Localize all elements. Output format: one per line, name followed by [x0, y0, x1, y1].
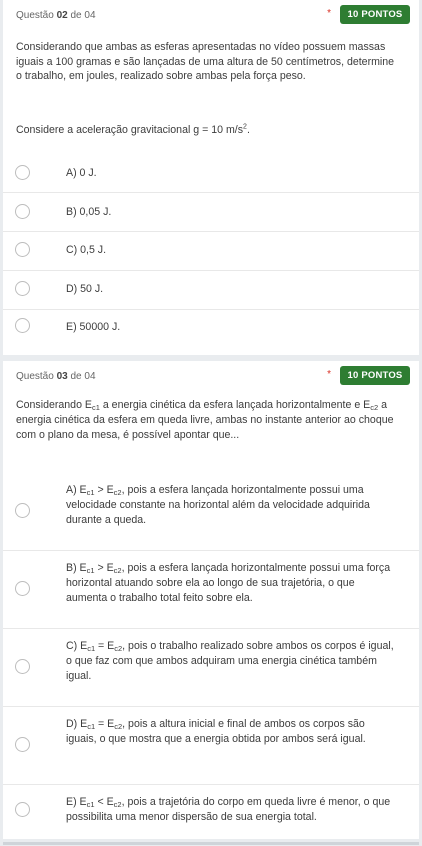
radio-button[interactable] [15, 204, 30, 219]
question-header [3, 0, 419, 28]
option-d[interactable] [3, 707, 419, 785]
option-a[interactable] [3, 153, 419, 193]
option-c[interactable] [3, 232, 419, 271]
option-label: E) 50000 J. [66, 321, 121, 333]
page-bottom-divider [3, 842, 419, 845]
option-operator: > E [94, 562, 114, 574]
option-b[interactable] [3, 193, 419, 232]
option-subscript: c1 [86, 488, 95, 497]
option-prefix: B) E [66, 562, 87, 574]
option-label [66, 717, 398, 747]
radio-button[interactable] [15, 165, 30, 180]
option-operator: = E [95, 640, 115, 652]
statement-part: a energia cinética da esfera lançada horizontalmente e E [99, 399, 371, 411]
option-subscript: c2 [114, 722, 123, 731]
question-label: Questão [16, 371, 54, 382]
option-subscript: c1 [87, 644, 96, 653]
question-number-value: 02 [56, 10, 68, 21]
option-operator: = E [95, 718, 115, 730]
option-subscript: c1 [86, 800, 95, 809]
option-prefix: A) E [66, 484, 87, 496]
option-label [66, 795, 398, 825]
gravity-note-exponent: 2 [243, 123, 247, 131]
question-statement [16, 398, 396, 443]
option-rest: , pois a trajetória do corpo em queda livre é menor, o que possibilita uma menor dispersão de sua energia total. [66, 796, 391, 823]
gravity-note-text: Considere a aceleração gravitacional [16, 124, 194, 136]
radio-button[interactable] [15, 503, 30, 518]
question-number [16, 10, 96, 21]
radio-button[interactable] [15, 281, 30, 296]
option-label [66, 561, 398, 606]
option-subscript: c2 [113, 800, 122, 809]
radio-button[interactable] [15, 659, 30, 674]
required-mark: * [327, 369, 331, 380]
option-subscript: c2 [114, 644, 123, 653]
radio-button[interactable] [15, 737, 30, 752]
option-subscript: c2 [113, 566, 122, 575]
option-rest: , pois a altura inicial e final de ambos os corpos são iguais, o que mostra que a energia obtida por ambos será igual. [66, 718, 366, 745]
option-c[interactable] [3, 629, 419, 707]
radio-button[interactable] [15, 242, 30, 257]
option-subscript: c2 [113, 488, 122, 497]
question-card-02 [3, 0, 419, 355]
gravity-note [16, 123, 396, 138]
gravity-note-end: . [246, 124, 250, 136]
option-prefix: C) E [66, 640, 88, 652]
option-subscript: c1 [87, 722, 96, 731]
radio-button[interactable] [15, 318, 30, 333]
required-mark: * [327, 8, 331, 19]
option-rest: , pois a esfera lançada horizontalmente possui uma velocidade constante na horizontal além da velocidade adquirida durante a queda. [66, 484, 370, 526]
option-label: B) 0,05 J. [66, 206, 112, 218]
statement-part: a energia cinética da esfera em queda livre, ambas no instante anterior ao choque com o plano da mesa, é possível apontar que... [16, 399, 394, 441]
points-badge: 10 PONTOS [340, 366, 410, 385]
option-a[interactable] [3, 473, 419, 551]
option-subscript: c1 [86, 566, 95, 575]
question-number-value: 03 [56, 371, 68, 382]
option-label [66, 483, 398, 528]
option-operator: > E [94, 484, 114, 496]
option-label: A) 0 J. [66, 167, 97, 179]
option-d[interactable] [3, 271, 419, 310]
option-label: C) 0,5 J. [66, 244, 107, 256]
statement-subscript: c2 [370, 403, 379, 412]
question-total: de 04 [70, 10, 96, 21]
option-e[interactable] [3, 310, 419, 354]
question-total: de 04 [70, 371, 96, 382]
statement-part: Considerando E [16, 399, 92, 411]
question-label: Questão [16, 10, 54, 21]
option-label [66, 639, 398, 684]
option-operator: < E [94, 796, 114, 808]
question-header [3, 361, 419, 389]
option-prefix: D) E [66, 718, 88, 730]
points-badge: 10 PONTOS [340, 5, 410, 24]
option-rest: , pois a esfera lançada horizontalmente possui uma força horizontal atuando sobre ela ao longo de sua trajetória, o que aumenta o trabalho total feito sobre ela. [66, 562, 391, 604]
question-number [16, 371, 96, 382]
gravity-note-value: g = 10 m/s [193, 124, 244, 136]
question-statement: Considerando que ambas as esferas apresentadas no vídeo possuem massas iguais a 100 gramas e são lançadas de uma altura de 50 centímetros, determine o trabalho, em joules, realizado sobre ambas pela força peso. [16, 41, 395, 82]
option-b[interactable] [3, 551, 419, 629]
option-prefix: E) E [66, 796, 87, 808]
radio-button[interactable] [15, 581, 30, 596]
radio-button[interactable] [15, 802, 30, 817]
option-rest: , pois o trabalho realizado sobre ambos os corpos é igual, o que faz com que ambos adquiram uma energia cinética também igual. [66, 640, 394, 682]
option-label: D) 50 J. [66, 283, 104, 295]
statement-subscript: c1 [91, 403, 100, 412]
option-e[interactable] [3, 785, 419, 839]
question-card-03 [3, 361, 419, 839]
